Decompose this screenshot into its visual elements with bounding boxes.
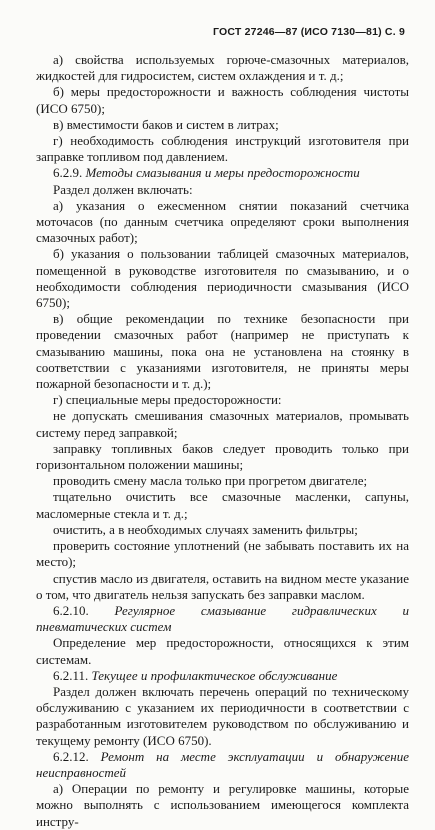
section-heading-6-2-11 — [36, 668, 409, 684]
paragraph: Раздел должен включать перечень операций по техническому обслуживанию с указанием их периодичности в соответствии с разработанным изготовителем руководством по обслуживанию и текущему ремонту (ИСО 6750). — [36, 683, 409, 748]
paragraph: Определение мер предосторожности, относящихся к этим системам. — [36, 635, 409, 667]
paragraph: не допускать смешивания смазочных материалов, промывать систему перед заправкой; — [36, 408, 409, 440]
list-item-a: а) свойства используемых горюче-смазочных материалов, жидкостей для гидросистем, систем охлаждения и т. д.; — [36, 52, 409, 84]
paragraph: проверить состояние уплотнений (не забывать поставить их на место); — [36, 538, 409, 570]
list-item-g: г) необходимость соблюдения инструкций изготовителя при заправке топливом под давлением. — [36, 133, 409, 165]
document-body — [36, 52, 409, 830]
paragraph: Раздел должен включать: — [53, 181, 193, 197]
page-header: ГОСТ 27246—87 (ИСО 7130—81) С. 9 — [213, 26, 405, 38]
section-title: Регулярное смазывание гидравлических и пневматических систем — [36, 602, 409, 635]
section-number: 6.2.12. — [53, 748, 89, 764]
section-heading-6-2-10 — [36, 603, 409, 635]
section-heading-6-2-12 — [36, 749, 409, 781]
list-item-a: а) Операции по ремонту и регулировке машины, которые можно выполнять с использованием имеющегося комплекта инстру- — [36, 781, 409, 829]
section-number: 6.2.11. — [53, 667, 89, 683]
paragraph: спустив масло из двигателя, оставить на видном месте указание о том, что двигатель нельзя запускать без заправки маслом. — [36, 570, 409, 602]
section-title: Текущее и профилактическое обслуживание — [91, 667, 338, 683]
section-heading-6-2-9 — [36, 165, 409, 181]
list-item-v: в) вместимости баков и систем в литрах; — [53, 116, 279, 132]
paragraph: очистить, а в необходимых случаях заменить фильтры; — [53, 521, 358, 537]
section-title: Методы смазывания и меры предосторожности — [85, 165, 360, 181]
section-title: Ремонт на месте эксплуатации и обнаружение неисправностей — [36, 748, 409, 780]
section-number: 6.2.10. — [53, 602, 89, 618]
list-item-b: б) меры предосторожности и важность соблюдения чистоты (ИСО 6750); — [36, 84, 409, 116]
paragraph: тщательно очистить все смазочные масленки, сапуны, масломерные стекла и т. д.; — [36, 489, 409, 521]
list-item-a: а) указания о ежесменном снятии показаний счетчика моточасов (по данным счетчика определяют сроки выполнения смазочных работ); — [36, 197, 409, 246]
list-item-b: б) указания о пользовании таблицей смазочных материалов, помещенной в руководстве изготовителя по смазыванию, и о необходимости соблюдения периодичности смазывания (ИСО 6750); — [36, 246, 409, 311]
section-number: 6.2.9. — [53, 165, 83, 181]
paragraph: проводить смену масла только при прогретом двигателе; — [53, 473, 368, 489]
list-item-g: г) специальные меры предосторожности: — [53, 392, 282, 408]
list-item-v: в) общие рекомендации по технике безопасности при проведении смазочных работ (например не приступать к смазыванию машины, пока она не установлена на стоянку в соответствии с указаниями изготовителя, не приняты меры пожарной безопасности и т. д.); — [36, 311, 409, 392]
paragraph: заправку топливных баков следует проводить только при горизонтальном положении машины; — [36, 440, 409, 473]
